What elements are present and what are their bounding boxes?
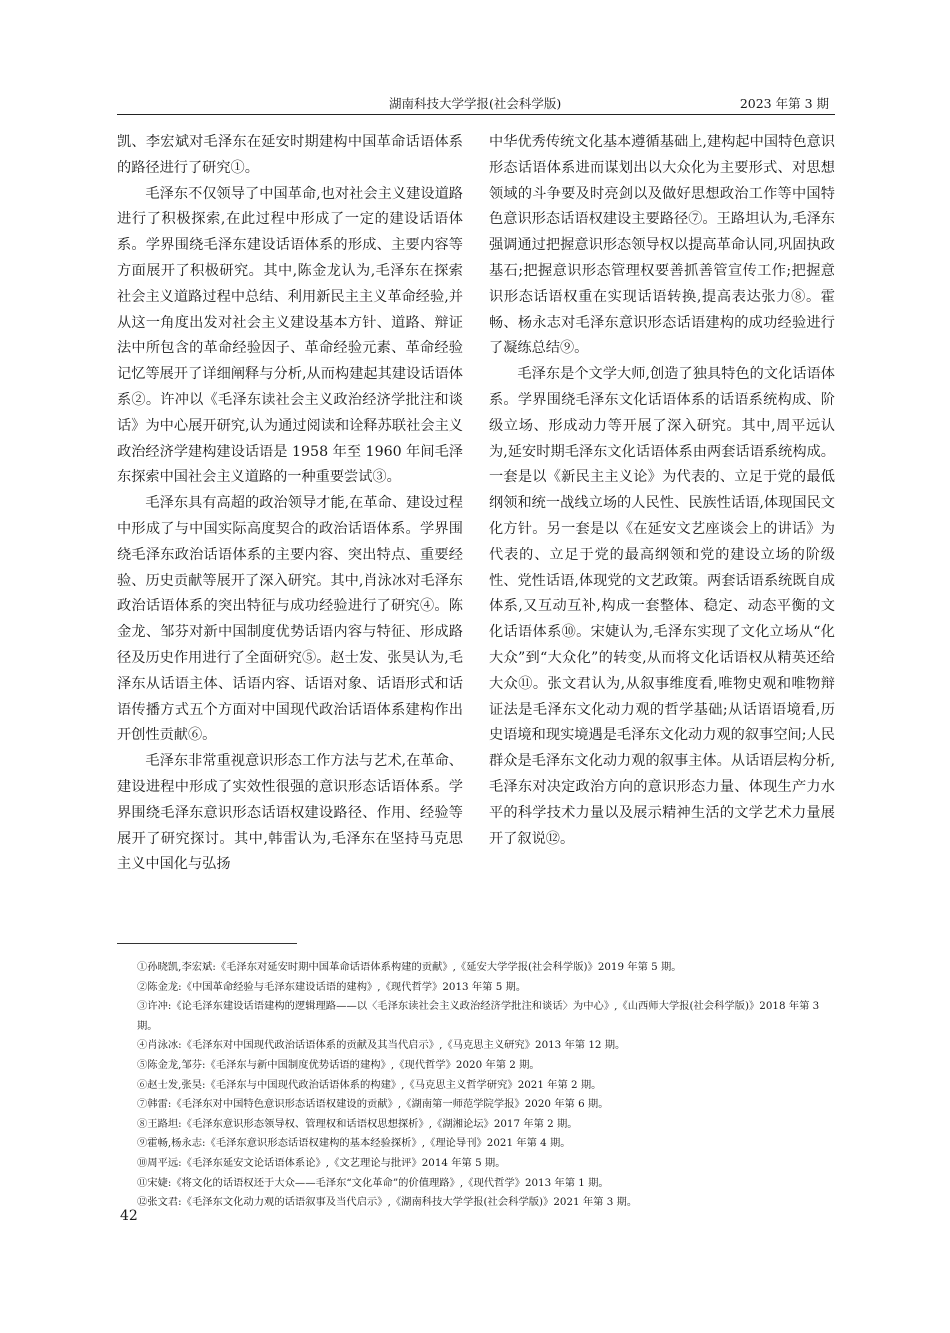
footnote: ④肖泳冰:《毛泽东对中国现代政治话语体系的贡献及其当代启示》,《马克思主义研究》2013 年第 12 期。 [137,1039,626,1052]
running-header [117,92,835,115]
footnote: ⑥赵士发,张昊:《毛泽东与中国现代政治话语体系的构建》,《马克思主义哲学研究》2021 年第 2 期。 [137,1078,602,1091]
right-column [489,130,835,878]
left-column [117,130,463,878]
journal-title: 湖南科技大学学报(社会科学版) [389,96,562,111]
footnote: ②陈金龙:《中国革命经验与毛泽东建设话语的建构》,《现代哲学》2013 年第 5 期。 [137,980,527,993]
footnote: ⑦韩雷:《毛泽东对中国特色意识形态话语权建设的贡献》,《湖南第一师范学院学报》2020 年第 6 期。 [137,1098,609,1111]
footnote: ⑧王路坦:《毛泽东意识形态领导权、管理权和话语权思想探析》,《湖湘论坛》2017 年第 2 期。 [137,1117,578,1130]
footnote: ⑫张文君:《毛泽东文化动力观的话语叙事及当代启示》,《湖南科技大学学报(社会科学版)》2021 年第 3 期。 [137,1196,638,1209]
footnote: ⑩周平远:《毛泽东延安文论话语体系论》,《文艺理论与批评》2014 年第 5 期。 [137,1156,506,1169]
footnote: ⑨霍畅,杨永志:《毛泽东意识形态话语权建构的基本经验探析》,《理论导刊》2021 年第 4 期。 [137,1137,571,1150]
paragraph: 毛泽东具有高超的政治领导才能,在革命、建设过程中形成了与中国实际高度契合的政治话语体系。学界围绕毛泽东政治话语体系的主要内容、突出特点、重要经验、历史贡献等展开了深入研究。其中,肖泳冰对毛泽东政治话语体系的突出特征与成功经验进行了研究④。陈金龙、邹芬对新中国制度优势话语内容与特征、形成路径及历史作用进行了全面研究⑤。赵士发、张昊认为,毛泽东从话语主体、话语内容、话语对象、话语形式和话语传播方式五个方面对中国现代政治话语体系建构作出开创性贡献⑥。 [117,495,463,744]
paragraph: 毛泽东不仅领导了中国革命,也对社会主义建设道路进行了积极探索,在此过程中形成了一定的建设话语体系。学界围绕毛泽东建设话语体系的形成、主要内容等方面展开了积极研究。其中,陈金龙认为,毛泽东在探索社会主义道路过程中总结、利用新民主主义革命经验,并从这一角度出发对社会主义建设基本方针、道路、辩证法中所包含的革命经验因子、革命经验元素、革命经验记忆等展开了详细阐释与分析,从而构建起其建设话语体系②。许冲以《毛泽东读社会主义政治经济学批注和谈话》为中心展开研究,认为通过阅读和诠释苏联社会主义政治经济学建构建设话语是 1958 年至 1960 年间毛泽东探索中国社会主义道路的一种重要尝试③。 [117,185,463,486]
page-number: 42 [120,1208,138,1224]
body-columns [117,130,835,878]
paragraph: 毛泽东是个文学大师,创造了独具特色的文化话语体系。学界围绕毛泽东文化话语体系的话语系统构成、阶级立场、形成动力等开展了深入研究。其中,周平远认为,延安时期毛泽东文化话语体系由两套话语系统构成。一套是以《新民主主义论》为代表的、立足于党的最低纲领和统一战线立场的人民性、民族性话语,体现国民文化方针。另一套是以《在延安文艺座谈会上的讲话》为代表的、立足于党的最高纲领和党的建设立场的阶级性、党性话语,体现党的文艺政策。两套话语系统既自成体系,又互动互补,构成一套整体、稳定、动态平衡的文化话语体系⑩。宋婕认为,毛泽东实现了文化立场从“化大众”到“大众化”的转变,从而将文化话语权从精英还给大众⑪。张文君认为,从叙事维度看,唯物史观和唯物辩证法是毛泽东文化动力观的哲学基础;从话语语境看,历史语境和现实境遇是毛泽东文化动力观的叙事空间;人民群众是毛泽东文化动力观的叙事主体。从话语层构分析,毛泽东对决定政治方向的意识形态力量、体现生产力水平的科学技术力量以及展示精神生活的文学艺术力量展开了叙说⑫。 [489,366,835,847]
footnotes [117,958,835,1213]
footnote: ⑪宋婕:《将文化的话语权还于大众——毛泽东“文化革命”的价值理路》,《现代哲学》2013 年第 1 期。 [137,1176,609,1189]
paragraph: 毛泽东非常重视意识形态工作方法与艺术,在革命、建设进程中形成了实效性很强的意识形态话语体系。学界围绕毛泽东意识形态话语权建设路径、作用、经验等展开了研究探讨。其中,韩雷认为,毛泽东在坚持马克思主义中国化与弘扬 [117,753,463,873]
footnote: ③许冲:《论毛泽东建设话语建构的逻辑理路——以〈毛泽东读社会主义政治经济学批注和谈话〉为中心》,《山西师大学报(社会科学版)》2018 年第 3 期。 [137,1000,820,1032]
issue-label: 2023 年第 3 期 [739,96,829,111]
footnote-divider [117,943,297,944]
paragraph: 凯、李宏斌对毛泽东在延安时期建构中国革命话语体系的路径进行了研究①。 [117,134,463,176]
footnote: ①孙晓凯,李宏斌:《毛泽东对延安时期中国革命话语体系构建的贡献》,《延安大学学报(社会科学版)》2019 年第 5 期。 [137,961,682,973]
paragraph: 中华优秀传统文化基本遵循基础上,建构起中国特色意识形态话语体系进而谋划出以大众化为主要形式、对思想领域的斗争要及时亮剑以及做好思想政治工作等中国特色意识形态话语权建设主要路径⑦。王路坦认为,毛泽东强调通过把握意识形态领导权以提高革命认同,巩固执政基石;把握意识形态管理权要善抓善管宣传工作;把握意识形态话语权重在实现话语转换,提高表达张力⑧。霍畅、杨永志对毛泽东意识形态话语建构的成功经验进行了凝练总结⑨。 [489,134,835,357]
footnote: ⑤陈金龙,邹芬:《毛泽东与新中国制度优势话语的建构》,《现代哲学》2020 年第 2 期。 [137,1058,540,1071]
